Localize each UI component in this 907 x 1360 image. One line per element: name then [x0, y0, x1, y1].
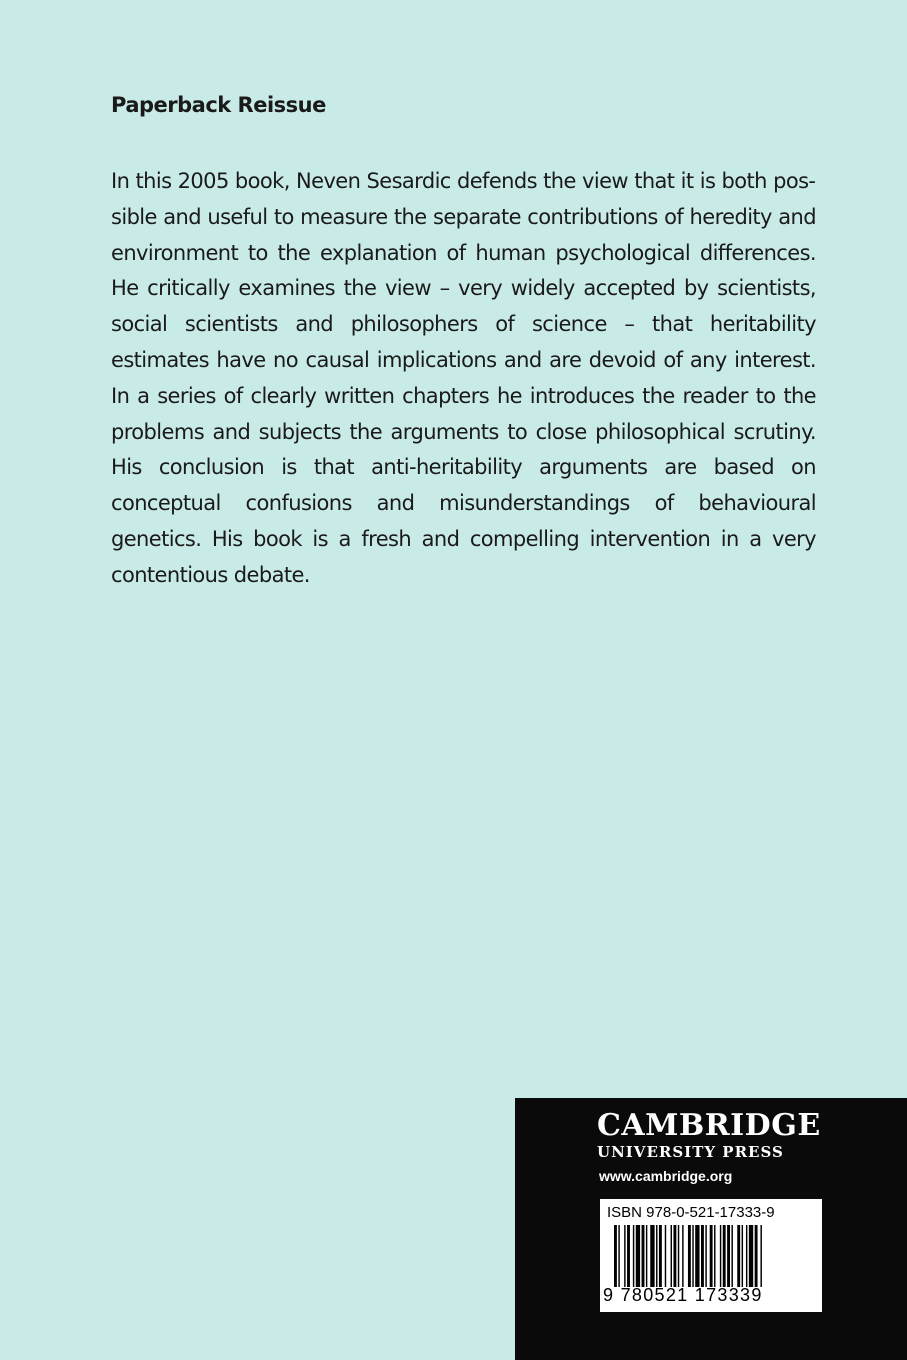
isbn-label: ISBN 978-0-521-17333-9 [607, 1204, 775, 1221]
barcode-icon [614, 1225, 814, 1287]
publisher-logo-name: CAMBRIDGE [597, 1108, 821, 1143]
barcode-digits: 9 780521 173339 [603, 1285, 763, 1305]
publisher-website: www.cambridge.org [599, 1168, 733, 1184]
publisher-logo-subtitle: UNIVERSITY PRESS [597, 1143, 784, 1161]
barcode-panel [600, 1199, 822, 1312]
page-heading: Paperback Reissue [111, 93, 326, 117]
publisher-box [515, 1098, 907, 1360]
blurb-text: In this 2005 book, Neven Sesardic defends the view that it is both possible and useful to measure the separate contributions of heredity and environment to the explanation of human psychological differences. He critically examines the view – very widely accepted by scientists, social scientists and philosophers of science – that heritability estimates have no causal implications and are devoid of any interest. In a series of clearly written chapters he introduces the reader to the problems and subjects the arguments to close philosophical scrutiny. His conclusion is that anti-heritability arguments are based on conceptual confusions and misunderstandings of behavioural genetics. His book is a fresh and compelling intervention in a very contentious debate. [111, 169, 816, 587]
